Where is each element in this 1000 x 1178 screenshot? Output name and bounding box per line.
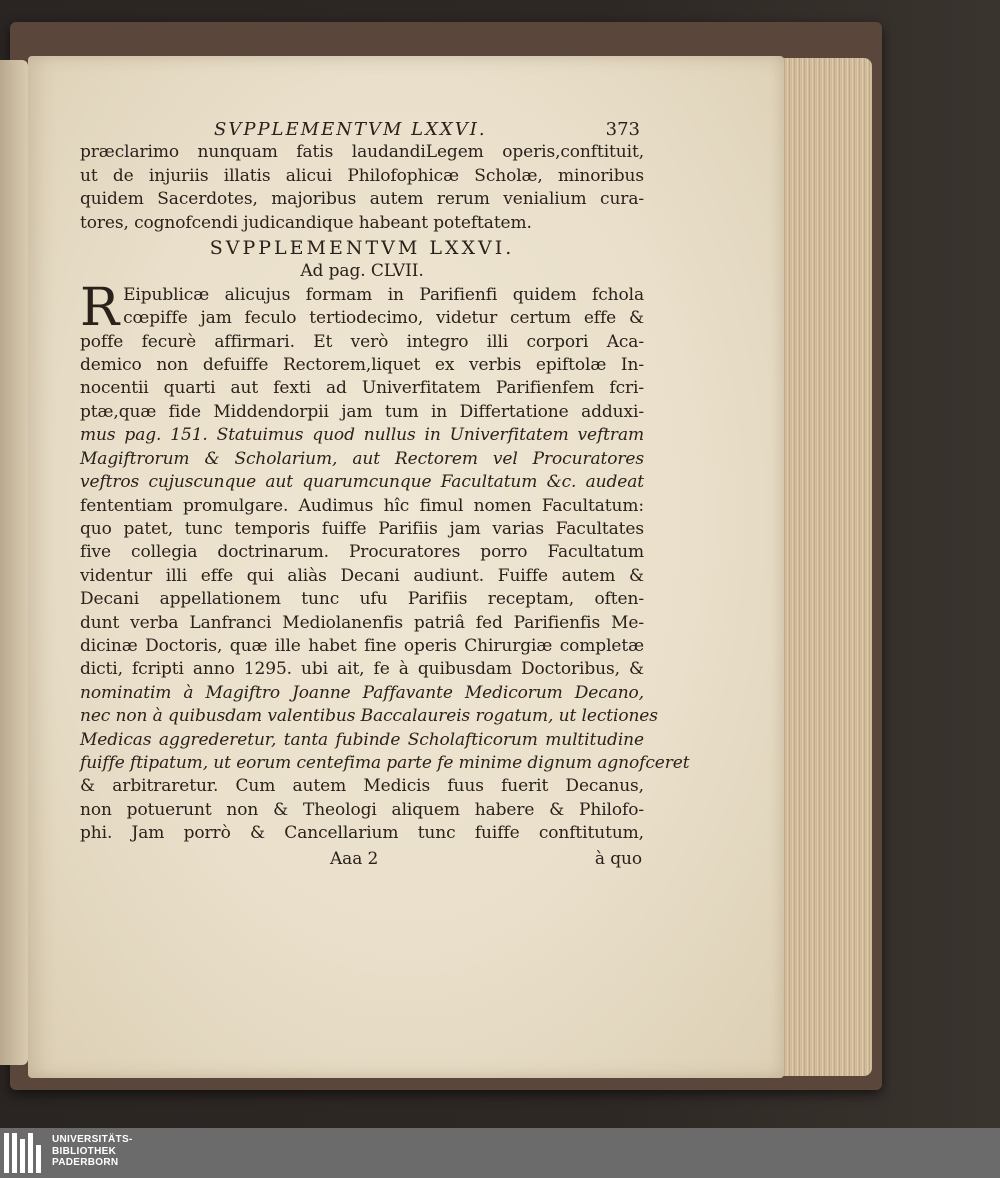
text-line: non potuerunt non & Theologi aliquem habere & Philofo-: [80, 799, 644, 820]
page-text: [80, 118, 690, 871]
drop-cap: R: [80, 277, 120, 338]
text-line: Eipublicæ alicujus formam in Parifienfi quidem fchola: [123, 284, 644, 305]
signature-mark: Aaa 2: [330, 848, 379, 869]
book-page: [28, 56, 784, 1078]
text-line: nocentii quarti aut fexti ad Univerfitatem Parifienfem fcri-: [80, 378, 644, 399]
text-line: dunt verba Lanfranci Mediolanenfis patriâ fed Parifienfis Me-: [80, 612, 644, 633]
library-name-line: UNIVERSITÄTS-: [52, 1134, 133, 1145]
text-line: tores, cognofcendi judicandique habeant poteftatem.: [80, 212, 532, 233]
text-line: præclarimo nunquam fatis laudandiLegem operis,conftituit,: [80, 142, 644, 163]
library-footer-bar: [0, 1128, 1000, 1178]
catchword: à quo: [594, 848, 642, 869]
section-title: SVPPLEMENTVM LXXVI.: [209, 237, 515, 260]
text-line: nominatim à Magiftro Joanne Paffavante Medicorum Decano,: [80, 682, 644, 703]
text-line: videntur illi effe qui aliàs Decani audiunt. Fuiffe autem &: [80, 565, 644, 586]
text-line: nec non à quibusdam valentibus Baccalaureis rogatum, ut lectiones: [80, 706, 658, 727]
text-line: quo patet, tunc temporis fuiffe Parifiis jam varias Facultates: [80, 518, 644, 539]
text-line: demico non defuiffe Rectorem,liquet ex verbis epiftolæ In-: [80, 355, 644, 376]
paragraph: [80, 277, 690, 846]
text-line: fuiffe ftipatum, ut eorum centefima parte fe minime dignum agnofceret: [80, 752, 690, 773]
text-line: dicinæ Doctoris, quæ ille habet fine operis Chirurgiæ completæ: [80, 635, 644, 656]
catchline: [80, 848, 644, 871]
text-line: Magiftrorum & Scholarium, aut Rectorem vel Procuratores: [80, 448, 644, 469]
text-line: ut de injuriis illatis alicui Philofophicæ Scholæ, minoribus: [80, 165, 644, 186]
text-line: ptæ,quæ fide Middendorpii jam tum in Differtatione adduxi-: [80, 401, 644, 422]
running-head-title: SVPPLEMENTVM LXXVI.: [214, 119, 487, 140]
text-line: five collegia doctrinarum. Procuratores porro Facultatum: [80, 542, 644, 563]
running-head: [80, 118, 644, 141]
page-edges: [776, 58, 872, 1076]
text-line: mus pag. 151. Statuimus quod nullus in Univerfitatem veftram: [80, 425, 644, 446]
facing-page-edge: [0, 60, 28, 1065]
library-name-line: BIBLIOTHEK: [52, 1145, 117, 1157]
text-line: cœpiffe jam feculo tertiodecimo, videtur certum effe &: [123, 308, 644, 329]
page-number: 373: [605, 119, 640, 140]
library-name-line: PADERBORN: [52, 1157, 119, 1168]
text-line: dicti, fcripti anno 1295. ubi ait, fe à quibusdam Doctoribus, &: [80, 659, 644, 680]
text-line: veftros cujuscunque aut quarumcunque Facultatum &c. audeat: [80, 472, 644, 493]
text-line: Medicas aggrederetur, tanta fubinde Scholafticorum multitudine: [80, 729, 644, 750]
text-line: poffe fecurè affirmari. Et verò integro illi corpori Aca-: [80, 331, 644, 352]
section-reference: Ad pag. CLVII.: [300, 261, 424, 282]
library-name: [52, 1134, 133, 1169]
text-line: Decani appellationem tunc ufu Parifiis receptam, often-: [80, 589, 644, 610]
text-line: & arbitraretur. Cum autem Medicis fuus fuerit Decanus,: [80, 776, 644, 797]
text-line: fententiam promulgare. Audimus hîc fimul nomen Facultatum:: [80, 495, 644, 516]
text-line: phi. Jam porrò & Cancellarium tunc fuiffe conftitutum,: [80, 823, 644, 844]
text-line: quidem Sacerdotes, majoribus autem rerum venialium cura-: [80, 189, 644, 210]
library-logo-icon: [4, 1133, 44, 1173]
